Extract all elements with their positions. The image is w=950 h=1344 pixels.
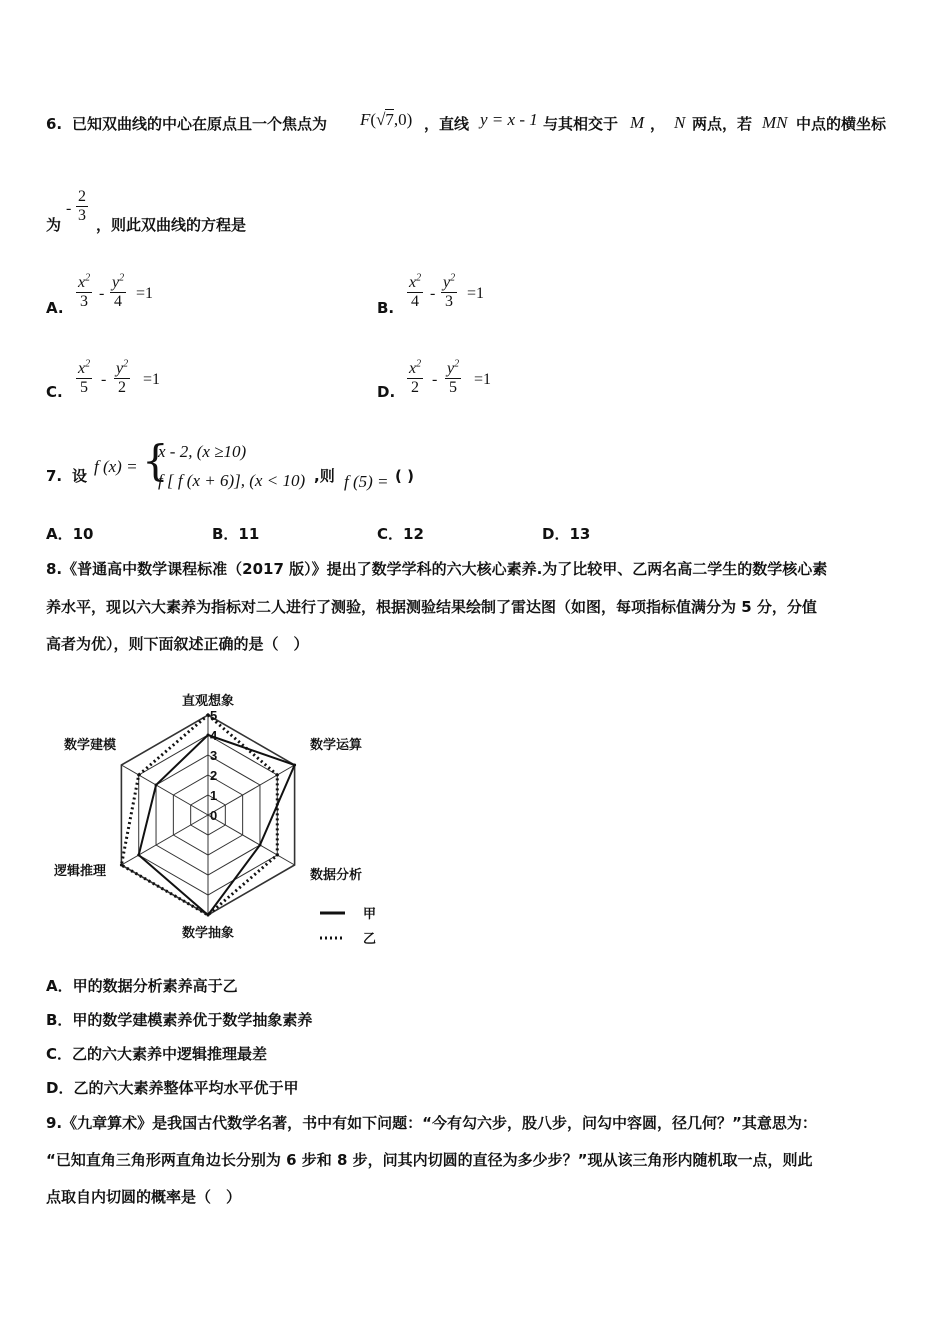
q7-case-2: f [ f (x + 6)], (x < 10) [158, 471, 306, 490]
q6-option-d-frac1: $\frac{x^2}{2}$ [409, 358, 422, 396]
q7-case-1: x - 2, (x ≥10) [158, 442, 247, 461]
q7-text: 设 [72, 467, 88, 485]
q7-option-d: D．13 [542, 525, 591, 543]
q7-text: ,则 [314, 467, 335, 485]
radar-tick-label: 3 [210, 748, 218, 763]
q6-option-d-rhs: =1 [474, 371, 492, 388]
q9-line-3: 点取自内切圆的概率是（ ） [46, 1188, 242, 1206]
radar-series-乙 [121, 715, 277, 915]
radar-point-乙-3 [207, 914, 210, 917]
q8-option-b: B．甲的数学建模素养优于数学抽象素养 [46, 1011, 313, 1029]
radar-axis-1 [208, 765, 295, 815]
radar-axis-5 [121, 765, 208, 815]
q6-line-equation: y = x - 1 [480, 110, 538, 129]
radar-point-乙-2 [276, 854, 279, 857]
radar-point-甲-1 [293, 764, 296, 767]
q6-text: ，直线 [424, 115, 470, 133]
q6-option-b-label: B. [377, 299, 395, 317]
q6-text: 为 [46, 216, 62, 234]
q6-option-b-minus: - [430, 285, 436, 302]
q7-option-c: C．12 [377, 525, 424, 543]
q6-option-a-frac1: $\frac{x^2}{3}$ [78, 272, 91, 310]
q6-option-c-label: C. [46, 383, 63, 401]
q6-option-a-minus: - [99, 285, 105, 302]
q6-option-b-frac2: $\frac{y^2}{3}$ [443, 272, 456, 310]
radar-tick-label: 5 [210, 708, 218, 723]
radar-tick-label: 1 [210, 788, 218, 803]
q6-number: 6. [46, 115, 63, 133]
radar-point-乙-5 [137, 774, 140, 777]
q6-option-a-label: A. [46, 299, 64, 317]
q8-line-2: 养水平，现以六大素养为指标对二人进行了测验，根据测验结果绘制了雷达图（如图，每项指标值满分为 5 分，分值 [46, 598, 817, 616]
q9-line-2: “已知直角三角形两直角边长分别为 6 步和 8 步，问其内切圆的直径为多少步？”现从该三角形内随机取一点，则此 [46, 1151, 813, 1169]
radar-category-label: 数学建模 [63, 738, 116, 753]
q6-minus: - [66, 200, 72, 217]
q6-option-d-label: D. [377, 383, 396, 401]
q6-option-b-rhs: =1 [467, 285, 485, 302]
q7-function-name: f (x) = [94, 457, 138, 476]
radar-point-乙-1 [276, 774, 279, 777]
radar-legend [320, 907, 376, 947]
q6-point-n: N [674, 113, 686, 132]
radar-category-label: 数据分析 [310, 868, 363, 883]
q6-text: ，则此双曲线的方程是 [96, 216, 247, 234]
q7-paren: ( ) [395, 467, 414, 485]
q6-option-c-frac1: $\frac{x^2}{5}$ [78, 358, 91, 396]
q7-option-b: B．11 [212, 525, 260, 543]
radar-grid [121, 715, 294, 915]
radar-tick-label: 2 [210, 768, 218, 783]
radar-category-label: 数学抽象 [181, 926, 235, 941]
q6-option-b-frac1: $\frac{x^2}{4}$ [409, 272, 422, 310]
legend-label-甲: 甲 [363, 907, 377, 922]
q6-option-c-frac2: $\frac{y^2}{2}$ [116, 358, 129, 396]
q6-option-c-minus: - [101, 371, 107, 388]
q6-option-c-rhs: =1 [143, 371, 161, 388]
legend-label-乙: 乙 [363, 932, 377, 947]
q6-comma: ， [650, 115, 666, 133]
radar-point-乙-4 [120, 864, 123, 867]
q6-mn: MN [762, 113, 788, 132]
q8-line-3: 高者为优），则下面叙述正确的是（ ） [46, 635, 309, 653]
q7-brace: { [142, 436, 169, 485]
q6-option-d-minus: - [432, 371, 438, 388]
radar-axis-4 [121, 815, 208, 865]
q6-option-d-frac2: $\frac{y^2}{5}$ [447, 358, 460, 396]
radar-chart [40, 672, 400, 952]
q6-text: 与其相交于 [543, 115, 619, 133]
q7-f5: f (5) = [344, 472, 389, 491]
q6-text: 中点的横坐标 [796, 115, 887, 133]
radar-tick-label: 4 [210, 728, 218, 743]
radar-point-甲-2 [258, 844, 261, 847]
q8-option-c: C．乙的六大素养中逻辑推理最差 [46, 1045, 268, 1063]
q6-point-m: M [630, 113, 645, 132]
q8-option-a: A．甲的数据分析素养高于乙 [46, 977, 238, 995]
q7-number: 7. [46, 467, 63, 485]
q6-option-a-frac2: $\frac{y^2}{4}$ [112, 272, 125, 310]
q6-text: 已知双曲线的中心在原点且一个焦点为 [72, 115, 328, 133]
radar-point-甲-4 [137, 854, 140, 857]
radar-point-甲-5 [155, 784, 158, 787]
radar-category-label: 直观想象 [181, 694, 235, 709]
radar-category-label: 逻辑推理 [53, 864, 106, 879]
q9-line-1: 9.《九章算术》是我国古代数学名著，书中有如下问题：“今有勾六步，股八步，问勾中容圆，径几何？”其意思为： [46, 1114, 817, 1132]
q6-focus: F(√7,0) [360, 110, 413, 129]
q8-option-d: D．乙的六大素养整体平均水平优于甲 [46, 1079, 299, 1097]
q6-option-a-rhs: =1 [136, 285, 154, 302]
radar-category-label: 数学运算 [310, 738, 363, 753]
q8-line-1: 8.《普通高中数学课程标准（2017 版）》提出了数学学科的六大核心素养.为了比较甲、乙两名高二学生的数学核心素 [46, 560, 828, 578]
radar-tick-label: 0 [210, 808, 218, 823]
q7-option-a: A．10 [46, 525, 94, 543]
q6-fraction: $\frac{2}{3}$ [78, 188, 86, 224]
q6-text: 两点，若 [692, 115, 753, 133]
